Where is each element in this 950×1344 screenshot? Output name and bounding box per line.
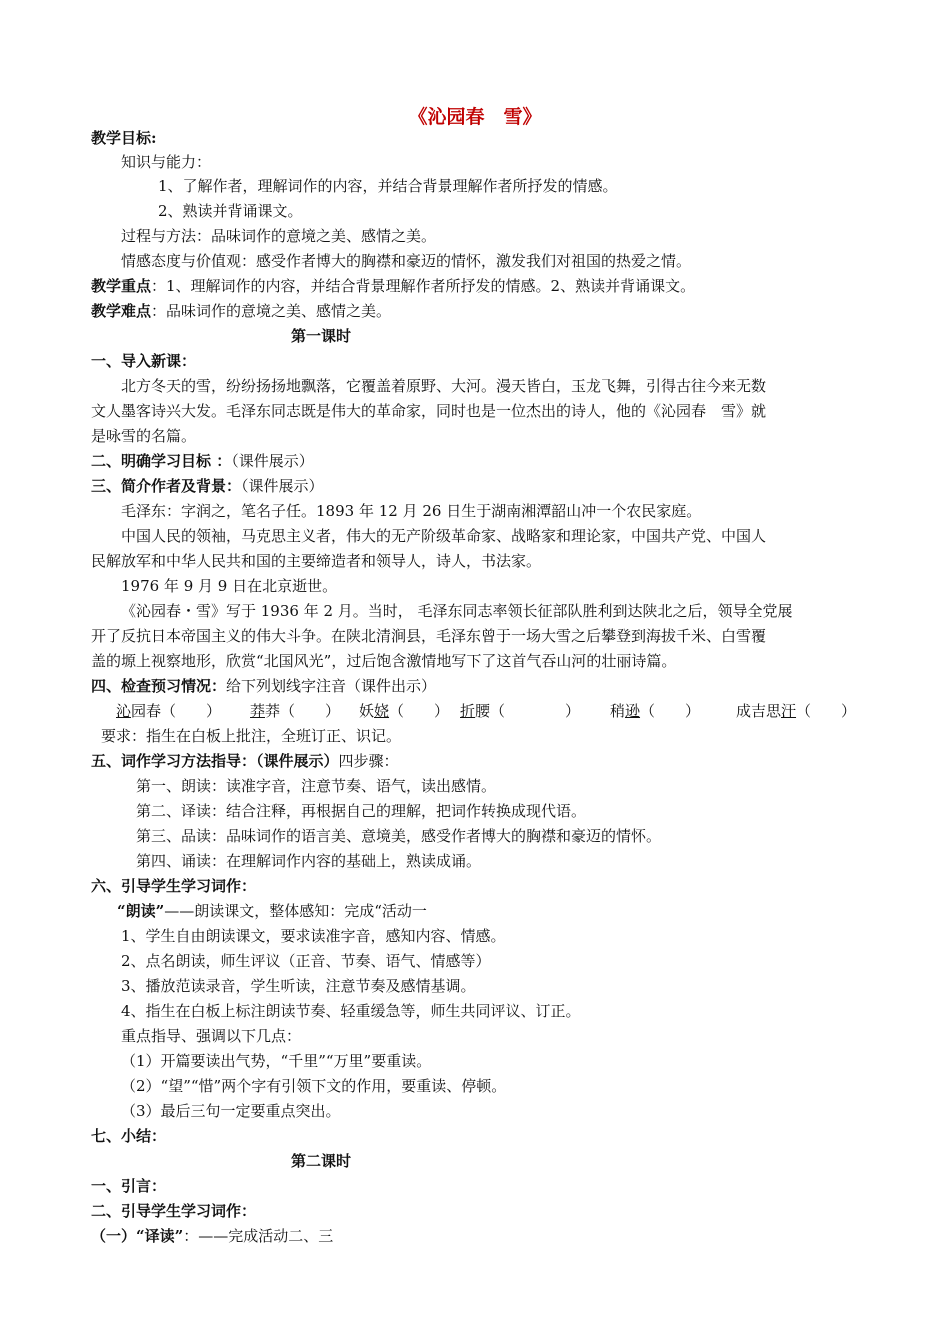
section-text: 给下列划线字注音（课件出示） [226, 677, 437, 695]
underlined-char: 沁 [116, 702, 132, 720]
section-heading: 一、引言： [91, 1177, 167, 1195]
difficulty-text: ：品味词作的意境之美、感情之美。 [151, 302, 392, 320]
list-item: 重点指导、强调以下几点： [121, 1027, 302, 1045]
list-item: 1、学生自由朗读课文，要求读准字音，感知内容、情感。 [121, 927, 506, 945]
section-heading: 一、导入新课： [91, 352, 197, 370]
section-heading: 五、词作学习方法指导：（课件展示） [91, 752, 339, 770]
author-paragraph: 民解放军和中华人民共和国的主要缔造者和领导人，诗人，书法家。 [91, 552, 542, 570]
author-paragraph: 毛泽东：字润之，笔名子任。1893 年 12 月 26 日生于湖南湘潭韶山冲一个农民家庭。 [121, 502, 702, 520]
section-heading: 二、引导学生学习词作： [91, 1202, 257, 1220]
section-preview [91, 675, 436, 697]
author-paragraph: 1976 年 9 月 9 日在北京逝世。 [121, 577, 338, 595]
intro-paragraph: 是咏雪的名篇。 [91, 427, 197, 445]
section-note: （课件展示） [241, 477, 324, 495]
underlined-char: 汗 [781, 702, 797, 720]
preview-requirement: 要求：指生在白板上批注，全班订正、识记。 [101, 727, 402, 745]
background-paragraph: 盖的塬上视察地形，欣赏“北国风光”，过后饱含激情地写下了这首气吞山河的壮丽诗篇。 [91, 652, 677, 670]
list-item: 4、指生在白板上标注朗读节奏、轻重缓急等，师生共同评议、订正。 [121, 1002, 581, 1020]
lesson-two-heading: 第二课时 [291, 1152, 352, 1170]
section-heading: 七、小结： [91, 1127, 167, 1145]
pinyin-item: 沁园春（ ） [116, 702, 222, 720]
key-label: 教学重点 [91, 277, 152, 295]
list-item: （3）最后三句一定要重点突出。 [121, 1102, 341, 1120]
page-title: 《沁园春 雪》 [408, 106, 542, 128]
pinyin-item: 莽莽（ ） [250, 702, 341, 720]
reading-lead-label: “朗读” [117, 902, 165, 920]
underlined-char: 娆 [374, 702, 390, 720]
section-author [91, 475, 324, 497]
section-heading: 三、简介作者及背景： [91, 477, 242, 495]
author-paragraph: 中国人民的领袖，马克思主义者，伟大的无产阶级革命家、战略家和理论家，中国共产党、中国人 [121, 527, 767, 545]
section-method [91, 750, 399, 772]
underlined-char: 折 [460, 702, 476, 720]
underlined-char: 莽 [250, 702, 266, 720]
section-heading: 二、明确学习目标 ： [91, 452, 232, 470]
pinyin-item: 成吉思汗（ ） [736, 702, 857, 720]
section-note: （课件展示） [231, 452, 314, 470]
section-heading: 四、检查预习情况： [91, 677, 227, 695]
list-item: （2）“望”“惜”两个字有引领下文的作用，要重读、停顿。 [121, 1077, 507, 1095]
pinyin-item: 稍逊（ ） [610, 702, 701, 720]
underlined-char: 逊 [625, 702, 641, 720]
key-text: ：1、理解词作的内容，并结合背景理解作者所抒发的情感。2、熟读并背诵课文。 [151, 277, 696, 295]
intro-paragraph: 北方冬天的雪，纷纷扬扬地飘落，它覆盖着原野、大河。漫天皆白，玉龙飞舞，引得古往今来无数 [121, 377, 767, 395]
objective-item: 1、了解作者，理解词作的内容，并结合背景理解作者所抒发的情感。 [158, 177, 618, 195]
sub-section-text: ：——完成活动二、三 [183, 1227, 334, 1245]
difficulty-label: 教学难点 [91, 302, 152, 320]
teaching-difficulty [91, 300, 391, 322]
section-heading: 六、引导学生学习词作： [91, 877, 257, 895]
pinyin-item: 妖娆（ ） [359, 702, 450, 720]
objectives-heading: 教学目标: [91, 129, 157, 147]
list-item: 2、点名朗读，师生评议（正音、节奏、语气、情感等） [121, 952, 491, 970]
sub-section [91, 1225, 333, 1247]
section-text: 四步骤： [338, 752, 399, 770]
method-step: 第三、品读：品味词作的语言美、意境美，感受作者博大的胸襟和豪迈的情怀。 [136, 827, 662, 845]
method-step: 第一、朗读：读准字音，注意节奏、语气，读出感情。 [136, 777, 497, 795]
sub-section-label: （一）“译读” [91, 1227, 184, 1245]
reading-lead-text: ——朗读课文，整体感知：完成“活动一 [164, 902, 427, 920]
background-paragraph: 开了反抗日本帝国主义的伟大斗争。在陕北清涧县，毛泽东曾于一场大雪之后攀登到海拔千米、白雪覆 [91, 627, 767, 645]
background-paragraph: 《沁园春・雪》写于 1936 年 2 月。当时， 毛泽东同志率领长征部队胜利到达陕北之后，领导全党展 [121, 602, 793, 620]
intro-paragraph: 文人墨客诗兴大发。毛泽东同志既是伟大的革命家，同时也是一位杰出的诗人，他的《沁园春 雪》就 [91, 402, 767, 420]
section-goals [91, 450, 314, 472]
pinyin-item: 折腰（ ） [460, 702, 581, 720]
list-item: （1）开篇要读出气势，“千里”“万里”要重读。 [121, 1052, 432, 1070]
list-item: 3、播放范读录音，学生听读，注意节奏及感情基调。 [121, 977, 476, 995]
objective-item: 2、熟读并背诵课文。 [158, 202, 303, 220]
lesson-one-heading: 第一课时 [291, 327, 352, 345]
method-step: 第四、诵读：在理解词作内容的基础上，熟读成诵。 [136, 852, 482, 870]
process-method: 过程与方法：品味词作的意境之美、感情之美。 [121, 227, 437, 245]
reading-lead [117, 900, 427, 922]
knowledge-label: 知识与能力： [121, 153, 212, 171]
teaching-key-point [91, 275, 695, 297]
method-step: 第二、译读：结合注释，再根据自己的理解，把词作转换成现代语。 [136, 802, 587, 820]
emotion-value: 情感态度与价值观：感受作者博大的胸襟和豪迈的情怀，激发我们对祖国的热爱之情。 [121, 252, 692, 270]
